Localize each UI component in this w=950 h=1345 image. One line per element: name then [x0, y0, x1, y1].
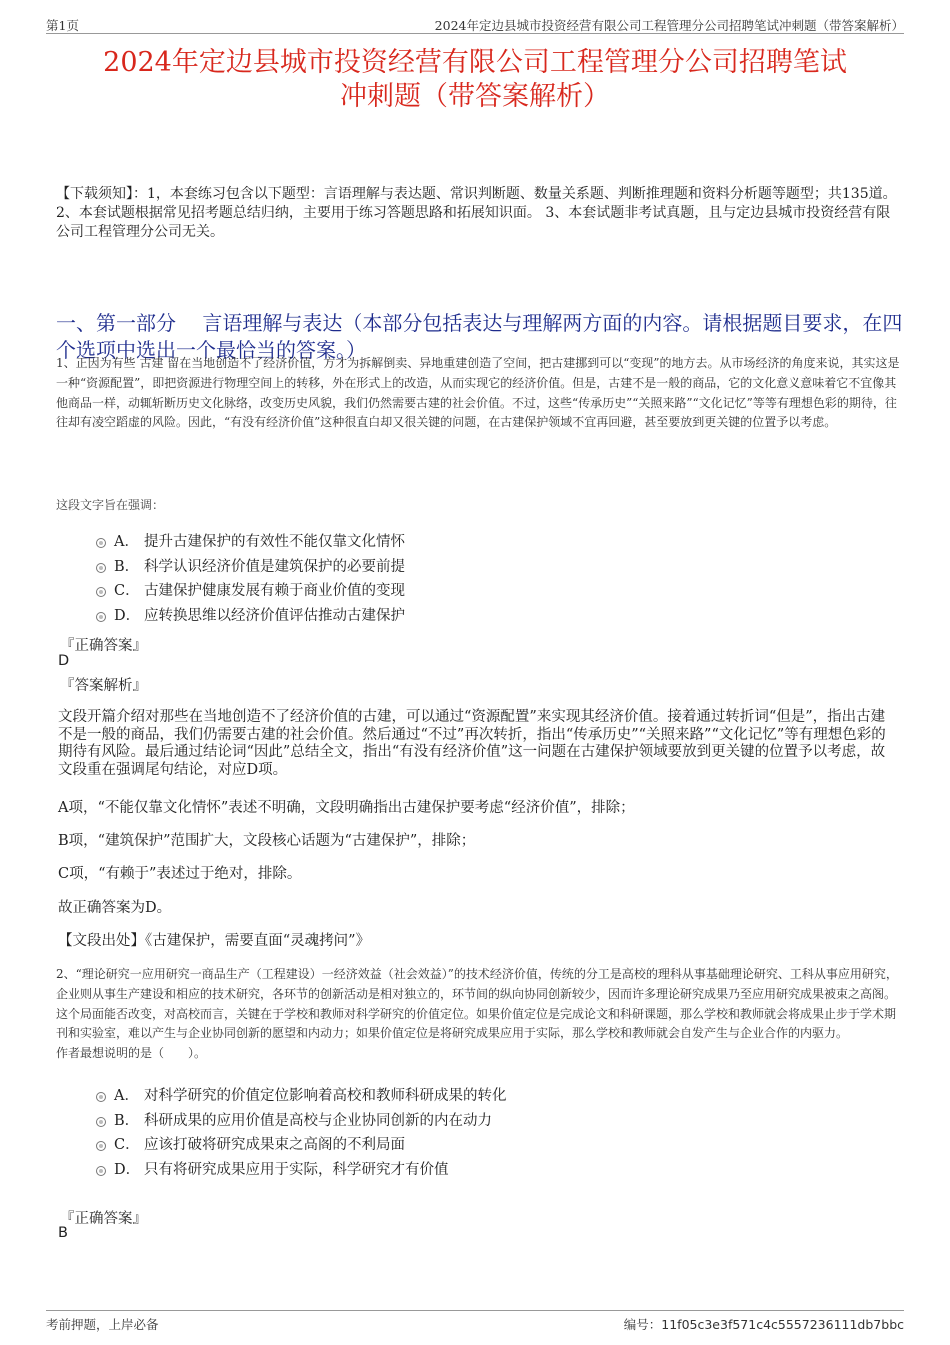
- radio-icon[interactable]: [96, 1092, 106, 1102]
- question-2-stem: [56, 965, 902, 1064]
- footer-code-label: 编号：: [623, 1317, 662, 1332]
- question-2-prompt: 作者最想说明的是（ ）。: [56, 1046, 207, 1061]
- radio-icon[interactable]: [96, 1141, 106, 1151]
- question-2-answer-label: 『正确答案』: [60, 1211, 147, 1227]
- radio-icon[interactable]: [96, 563, 106, 573]
- option-c-note: C项，“有赖于”表述过于绝对，排除。: [58, 866, 302, 882]
- question-1-source: 【文段出处】《古建保护，需要直面“灵魂拷问”》: [58, 933, 371, 949]
- question-2-option-c[interactable]: C． 应该打破将研究成果束之高阁的不利局面: [96, 1134, 796, 1159]
- download-notice: 【下载须知】：1，本套练习包含以下题型：言语理解与表达题、常识判断题、数量关系题、判断推理题和资料分析题等题型；共135道。 2、本套试题根据常见招考题总结归纳，主要用于练习答题思路和拓展知识面。 3、本套试题非考试真题，且与定边县城市投资经营有限公司工程管理分公司无关。: [56, 186, 897, 240]
- option-b-note: B项，“建筑保护”范围扩大，文段核心话题为“古建保护”，排除；: [58, 833, 476, 849]
- section-heading: 一、第一部分 言语理解与表达（本部分包括表达与理解两方面的内容。请根据题目要求，在四个选项中选出一个最恰当的答案。）: [56, 311, 903, 362]
- question-2-text: 2、“理论研究一应用研究一商品生产（工程建设）一经济效益（社会效益）”的技术经济价值，传统的分工是高校的理科从事基础理论研究、工科从事应用研究，企业则从事生产建设和相应的技术研究，各环节的创新活动是相对独立的，环节间的纵向协同创新较少，因而许多理论研究成果乃至应用研究成果被束之高阁。这个局面能否改变，对高校而言，关键在于学校和教师对科学研究的价值定位。如果价值定位是完成论文和科研课题，那么学校和教师就会将成果止步于学术期刊和实验室，难以产生与企业协同创新的愿望和内动力；如果价值定位是将研究成果应用于实际，那么学校和教师就会自发产生与企业合作的内驱力。: [56, 967, 898, 1041]
- title-line-2: 冲刺题（带答案解析）: [340, 81, 610, 112]
- question-1-options: [96, 531, 796, 629]
- radio-icon[interactable]: [96, 587, 106, 597]
- page-footer: [46, 1310, 904, 1334]
- page-number: 第1页: [46, 18, 79, 33]
- question-1-prompt: 这段文字旨在强调：: [56, 498, 165, 512]
- question-2-options: [96, 1085, 796, 1183]
- radio-icon[interactable]: [96, 538, 106, 548]
- question-1-option-d[interactable]: D． 应转换思维以经济价值评估推动古建保护: [96, 605, 796, 630]
- question-1-analysis-label: 『答案解析』: [60, 678, 147, 694]
- radio-icon[interactable]: [96, 612, 106, 622]
- question-2-answer: B: [58, 1225, 68, 1241]
- question-1-option-c[interactable]: C． 古建保护健康发展有赖于商业价值的变现: [96, 580, 796, 605]
- footer-code: 11f05c3e3f571c4c5557236111db7bbc: [661, 1317, 904, 1332]
- footer-slogan: 考前押题，上岸必备: [46, 1317, 159, 1332]
- question-1-option-b[interactable]: B． 科学认识经济价值是建筑保护的必要前提: [96, 556, 796, 581]
- title-line-1: 2024年定边县城市投资经营有限公司工程管理分公司招聘笔试: [103, 47, 847, 78]
- option-a-note: A项，“不能仅靠文化情怀”表述不明确，文段明确指出古建保护要考虑“经济价值”，排除；: [58, 800, 635, 816]
- document-title: [40, 46, 910, 114]
- question-2-option-a[interactable]: A． 对科学研究的价值定位影响着高校和教师科研成果的转化: [96, 1085, 796, 1110]
- radio-icon[interactable]: [96, 1166, 106, 1176]
- header-doc-title: 2024年定边县城市投资经营有限公司工程管理分公司招聘笔试冲刺题（带答案解析）: [434, 18, 904, 33]
- question-1-answer: D: [58, 653, 70, 669]
- question-1-option-a[interactable]: A． 提升古建保护的有效性不能仅靠文化情怀: [96, 531, 796, 556]
- question-1-analysis: 文段开篇介绍对那些在当地创造不了经济价值的古建，可以通过“资源配置”来实现其经济价值。接着通过转折词“但是”，指出古建不是一般的商品，我们仍需要古建的社会价值。然后通过“不过”再次转折，指出“传承历史”“关照来路”“文化记忆”等有理想色彩的期待有风险。最后通过结论词“因此”总结全文，指出“有没有经济价值”这一问题在古建保护领域要放到更关键的位置予以考虑，故文段重在强调尾句结论，对应D项。: [58, 709, 886, 778]
- page-header: [46, 14, 904, 34]
- footer-code-wrap: [624, 1315, 904, 1333]
- question-1-conclusion: 故正确答案为D。: [58, 900, 172, 916]
- question-1-answer-label: 『正确答案』: [60, 638, 147, 654]
- question-1-stem: 1、正因为有些 古建 留在当地创造不了经济价值，方才为拆解倒卖、异地重建创造了空间，把古建挪到可以“变现”的地方去。从市场经济的角度来说，其实这是一种“资源配置”，即把资源进行物理空间上的转移，外在形式上的改造，从而实现它的经济价值。但是，古建不是一般的商品，它的文化意义意味着它不宜像其他商品一样，动辄斩断历史文化脉络，改变历史风貌，我们仍然需要古建的社会价值。不过，这些“传承历史”“关照来路”“文化记忆”等等有理想色彩的期待，往往却有凌空蹈虚的风险。因此，“有没有经济价值”这种很直白却又很关键的问题，在古建保护领域不宜再回避，甚至要放到更关键的位置予以考虑。: [56, 356, 900, 430]
- question-2-option-d[interactable]: D． 只有将研究成果应用于实际，科学研究才有价值: [96, 1159, 796, 1184]
- question-2-option-b[interactable]: B． 科研成果的应用价值是高校与企业协同创新的内在动力: [96, 1110, 796, 1135]
- radio-icon[interactable]: [96, 1117, 106, 1127]
